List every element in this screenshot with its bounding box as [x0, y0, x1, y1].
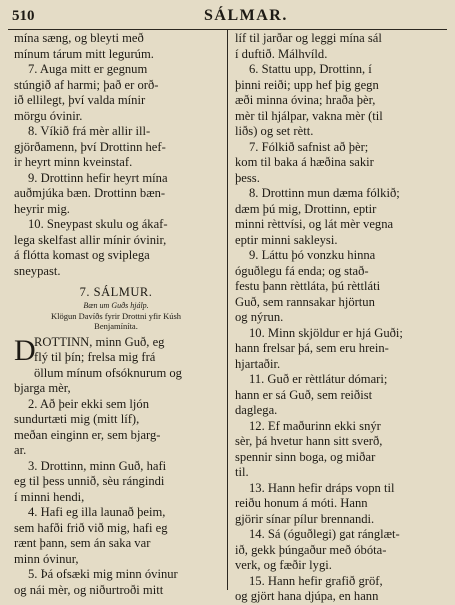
page-header — [8, 8, 447, 26]
left-text-before-heading — [14, 31, 218, 279]
text-line: verk, og fæðir lygi. — [235, 558, 332, 572]
text-line: 6. Stattu upp, Drottinn, í — [249, 62, 372, 76]
text-line: meðan einginn er, sem bjarg- — [14, 427, 161, 442]
dropcap-letter: D — [14, 333, 36, 367]
text-line: 2. Að þeir ekki sem ljón — [28, 396, 150, 411]
dropcap-text-line: ROTTINN, minn Guð, eg — [34, 334, 165, 349]
text-line: reiðu honum á móti. Hann — [235, 496, 368, 510]
dropcap-text-line: flý til þín; frelsa mig frá — [34, 350, 156, 364]
text-line: 7. Fólkið safnist að þèr; — [249, 139, 369, 154]
text-line: æði minna óvina; hraða þèr, — [235, 93, 376, 107]
text-line: til. — [235, 465, 249, 479]
text-line: í minni hendi, — [14, 489, 85, 504]
text-line: ar. — [14, 443, 27, 457]
text-line: líf til jarðar og leggi mína sál — [235, 31, 382, 45]
text-line: 11. Guð er rèttlátur dómari; — [249, 372, 388, 386]
text-line: dæm þú mig, Drottinn, eptir — [235, 201, 377, 216]
psalm-subtitle: Bæn um Guðs hjálp. — [83, 300, 149, 310]
dropcap-paragraph — [14, 335, 218, 382]
text-line: daglega. — [235, 403, 278, 417]
text-line: 8. Drottinn mun dæma fólkið; — [249, 186, 400, 200]
text-line: mínum tárum mitt legurúm. — [14, 46, 154, 61]
text-line: og nýrun. — [235, 310, 284, 324]
text-line: mèr til hjálpar, vakna mèr (til — [235, 108, 383, 123]
text-line: rænt þann, sem án saka var — [14, 536, 151, 550]
column-divider — [227, 29, 228, 590]
text-line: 14. Sá (óguðlegi) gat ránglæt- — [249, 527, 400, 541]
right-text — [235, 31, 440, 605]
text-line: hann frelsar þá, sem eru hrein- — [235, 341, 389, 355]
psalm-heading: 7. SÁLMUR. — [79, 285, 153, 299]
text-line: 9. Láttu þó vonzku hinna — [249, 248, 376, 262]
text-line: 5. Þá ofsæki mig minn óvinur — [28, 567, 178, 581]
text-line: og gjört hana djúpa, en hann — [235, 589, 379, 603]
text-line: mörgu óvinir. — [14, 108, 83, 123]
text-line: spennir sinn boga, og miðar — [235, 449, 376, 464]
text-line: kom til baka á hæðina sakir — [235, 155, 374, 169]
psalm-superscription: Klögun Davíðs fyrir Drottni yfir Kúsh — [50, 310, 182, 321]
text-line: 8. Víkið frá mèr allir ill- — [28, 124, 151, 138]
text-line: gjörðamenn, því Drottinn hef- — [14, 139, 166, 154]
text-line: ið, gekk þúngaður með óbóta- — [235, 542, 387, 557]
text-line: 10. Minn skjöldur er hjá Guði; — [249, 325, 403, 340]
text-line: hann er sá Guð, sem reiðist — [235, 387, 373, 402]
text-line: Guð, sem rannsakar hjörtun — [235, 294, 375, 309]
text-line: lega skelfast allir mínir óvinir, — [14, 232, 167, 247]
text-line: festu þann rèttláta, þú rèttláti — [235, 279, 381, 293]
dropcap-lines — [14, 335, 218, 382]
text-line: þinni reiði; upp hef þig gegn — [235, 77, 379, 92]
text-line: minn óvinur, — [14, 551, 79, 566]
text-line: 3. Drottinn, minn Guð, hafi — [28, 458, 167, 473]
text-line: óguðlegu fá enda; og stað- — [235, 263, 369, 278]
text-line: bjarga mèr, — [14, 381, 71, 395]
running-title: SÁLMAR. — [204, 7, 288, 24]
text-line: minni rèttvísi, og lát mèr vegna — [235, 217, 394, 231]
text-line: eptir minni sakleysi. — [235, 232, 338, 247]
text-line: 9. Drottinn hefir heyrt mína — [28, 170, 168, 185]
text-line: hjartaðir. — [235, 356, 281, 371]
text-line: á flótta komast og sviplega — [14, 248, 150, 262]
text-line: 10. Sneypast skulu og ákaf- — [28, 217, 168, 231]
text-line: 12. Ef maðurinn ekki snýr — [249, 418, 381, 433]
text-line: liðs) og set rètt. — [235, 124, 314, 138]
text-line: sundurtæti mig (mitt líf), — [14, 412, 140, 426]
text-line: auðmjúka bæn. Drottinn bæn- — [14, 186, 166, 200]
psalm-superscription-end: Benjamíníta. — [94, 321, 138, 331]
text-line: 13. Hann hefir dráps vopn til — [249, 480, 395, 495]
text-line: og nái mèr, og niðurtroði mitt — [14, 582, 164, 597]
text-line: heyrir mig. — [14, 201, 70, 216]
text-line: ir heyrt minn kveinstaf. — [14, 155, 133, 169]
text-line: ið ellilegt, því valda mínir — [14, 93, 146, 107]
text-line: sèr, þá hvetur hann sitt sverð, — [235, 434, 383, 448]
text-line: sem hafði frið við mig, hafi eg — [14, 520, 168, 535]
text-line: í duftið. Málhvíld. — [235, 46, 328, 61]
left-column — [14, 31, 218, 597]
text-line: sneypast. — [14, 263, 61, 278]
text-line: mína sæng, og bleyti með — [14, 31, 144, 45]
text-line: 15. Hann hefir grafið gröf, — [249, 573, 383, 588]
left-text-after-heading — [14, 381, 218, 598]
dropcap-text-line: öllum mínum ofsóknurum og — [34, 365, 182, 380]
text-line: gjörir sínar pílur brennandi. — [235, 511, 375, 526]
text-line: stúngið af harmi; það er orð- — [14, 77, 159, 92]
right-column — [235, 31, 440, 603]
text-line: eg til þess unnið, sèu rángindi — [14, 474, 165, 488]
text-line: 4. Hafi eg illa launað þeim, — [28, 505, 166, 519]
text-line: 7. Auga mitt er gegnum — [28, 62, 148, 76]
page-number: 510 — [12, 8, 35, 24]
text-line: þess. — [235, 170, 260, 185]
